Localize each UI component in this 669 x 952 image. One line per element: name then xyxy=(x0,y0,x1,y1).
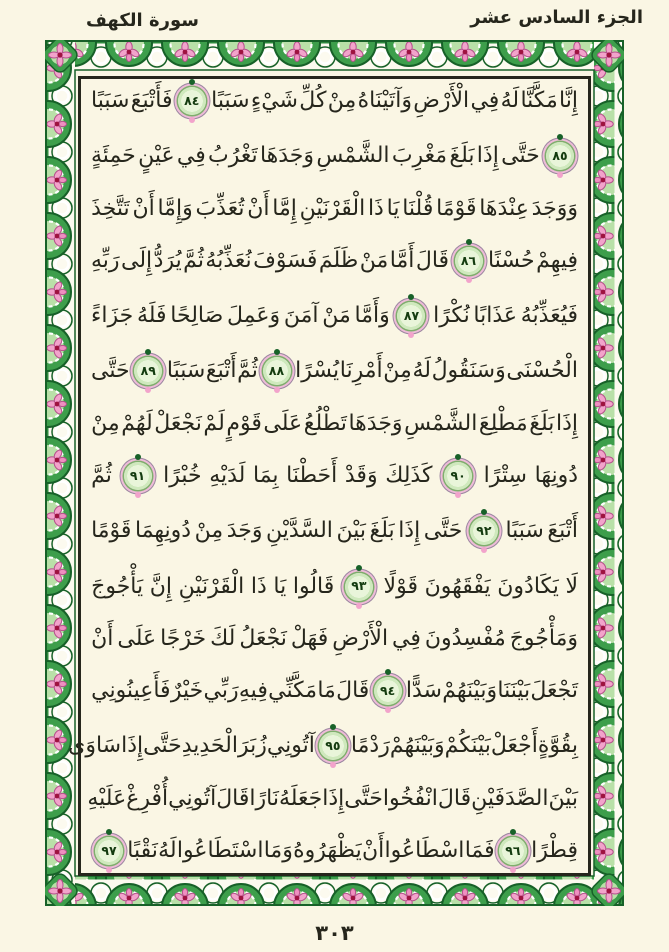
ayah-word: فَأَعِينُونِي xyxy=(91,678,171,704)
ayah-number: ٨٩ xyxy=(140,363,156,379)
ayah-end-marker xyxy=(124,462,152,490)
ayah-word: نُكْرًا xyxy=(433,303,470,329)
ayah-word: خُبْرًا xyxy=(163,462,202,488)
ayah-word: بَيْنَ xyxy=(336,518,366,544)
ayah-word: فِي xyxy=(176,143,206,169)
ayah-word: بِمَا xyxy=(253,462,279,488)
ayah-word: وَبَيْنَهُمْ xyxy=(389,733,445,759)
ayah-word: الْقَرْنَيْنِ xyxy=(299,195,366,221)
ayah-word: نَجْعَلُ xyxy=(239,625,287,651)
ayah-word: ثُمَّ xyxy=(91,462,112,488)
ayah-word: بَلَغَ xyxy=(529,410,555,436)
mushaf-line xyxy=(91,357,578,385)
ayah-number: ٩٧ xyxy=(101,842,117,858)
ayah-word: مَكَّنِّي xyxy=(268,678,318,704)
ayah-word: وَسَنَقُولُ xyxy=(431,358,506,384)
mushaf-line xyxy=(68,732,578,760)
ayah-word: الْقَرْنَيْنِ xyxy=(178,573,245,599)
ayah-word: انْفُخُوا xyxy=(382,785,438,811)
mushaf-line xyxy=(87,785,578,811)
ayah-word: أَنْ xyxy=(91,625,114,651)
ayah-word: لَهُمْ xyxy=(121,410,153,436)
ayah-word: عَلَيْهِ xyxy=(87,785,127,811)
ayah-word: قُلْنَا xyxy=(402,195,434,221)
ayah-word: وَأَمَّا xyxy=(354,303,390,329)
ayah-word: حَتَّى xyxy=(91,358,130,384)
ayah-word: فَمَا xyxy=(464,837,495,863)
ayah-end-marker xyxy=(499,837,527,865)
ayah-word: جَعَلَهُ xyxy=(278,785,323,811)
ayah-word: آمَنَ xyxy=(283,303,319,329)
ayah-word: مِنْ xyxy=(383,358,412,384)
ayah-word: بَلَغَ xyxy=(369,518,395,544)
ayah-word: إِذَا xyxy=(398,518,421,544)
ayah-word: أَمَّا xyxy=(389,247,415,273)
ayah-word: حَتَّى xyxy=(344,785,383,811)
ayah-word: قَوْمًا xyxy=(91,518,132,544)
ayah-word: اسْطَاعُوا xyxy=(384,837,465,863)
ayah-word: وَجَدَهَا xyxy=(259,143,315,169)
mushaf-line xyxy=(91,302,578,330)
mushaf-line xyxy=(91,142,578,170)
ayah-word: بِقُوَّةٍ xyxy=(537,733,578,759)
ayah-word: رَدْمًا xyxy=(350,733,390,759)
ayah-word: فَهَلْ xyxy=(290,625,329,651)
ayah-word: صَالِحًا xyxy=(170,303,224,329)
mushaf-line xyxy=(91,87,578,115)
ayah-word: سَدًّا xyxy=(405,678,442,704)
ayah-end-marker xyxy=(134,357,162,385)
ayah-word: قَالُوا xyxy=(292,573,335,599)
ayah-word: سَاوَى xyxy=(68,733,122,759)
ayah-word: كَذَلِكَ xyxy=(385,462,433,488)
mushaf-line xyxy=(91,625,578,651)
ayah-word: وَآتَيْنَاهُ xyxy=(357,88,412,113)
ayah-word: حَتَّى xyxy=(501,143,540,169)
ayah-word: ظَلَمَ xyxy=(318,247,359,273)
ayah-word: وَمَأْجُوجَ xyxy=(509,625,578,651)
ayah-end-marker xyxy=(374,677,402,705)
mushaf-line xyxy=(91,247,578,275)
page-number: ٣٠٣ xyxy=(315,921,354,945)
ayah-word: ذَا xyxy=(367,195,384,221)
ayah-word: الْحَدِيدِ xyxy=(181,733,238,759)
ayah-word: حُسْنًا xyxy=(488,247,535,273)
ayah-word: لَمْ xyxy=(203,410,225,436)
ayah-word: بَيْنَنَا xyxy=(497,678,531,704)
ayah-word: تَغْرُبُ xyxy=(208,143,258,169)
ayah-end-marker xyxy=(546,142,574,170)
ayah-end-marker xyxy=(444,462,472,490)
ayah-word: فِيهِ xyxy=(238,678,268,704)
ayah-word: قَوْمًا xyxy=(436,195,477,221)
ayah-word: تَطْلُعُ xyxy=(303,410,347,436)
mushaf-line xyxy=(91,410,578,436)
ayah-word: نُعَذِّبُهُ xyxy=(205,247,252,273)
ayah-word: مِنْ xyxy=(194,518,224,544)
ayah-word: حَتَّى xyxy=(143,733,182,759)
ayah-number: ٨٥ xyxy=(552,148,568,164)
ayah-number: ٩١ xyxy=(129,467,146,483)
ayah-word: مِنْ xyxy=(327,88,357,113)
ayah-word: إِمَّا xyxy=(272,195,297,221)
ayah-word: يَظْهَرُوهُ xyxy=(293,837,362,863)
ayah-word: فَسَوْفَ xyxy=(253,247,318,273)
ayah-word: فَأَتْبَعَ xyxy=(130,88,173,113)
ayah-end-marker xyxy=(455,247,483,275)
ayah-word: قَوْمٍ xyxy=(226,410,262,436)
ayah-word: بَلَغَ xyxy=(449,143,475,169)
ayah-number: ٩٥ xyxy=(325,738,341,754)
ayah-word: بَيْنَكُمْ xyxy=(444,733,491,759)
ayah-number: ٨٦ xyxy=(460,252,477,268)
ayah-word: عَذَابًا xyxy=(473,303,518,329)
ayah-word: يُسْرًا xyxy=(295,358,340,384)
ayah-word: قَالَ xyxy=(437,785,472,811)
ayah-word: مَا xyxy=(317,678,336,704)
ayah-word: وَوَجَدَ xyxy=(531,195,578,221)
ayah-word: أَجْعَلْ xyxy=(490,733,538,759)
ayah-number: ٩٣ xyxy=(351,578,367,594)
ayah-word: أَتْبَعَ xyxy=(547,518,578,544)
ayah-word: الصَّدَفَيْنِ xyxy=(471,785,549,811)
ayah-word: يَكَادُونَ xyxy=(497,573,559,599)
ayah-word: فِي xyxy=(392,625,421,651)
ayah-word: سَبَبًا xyxy=(166,358,206,384)
mushaf-line xyxy=(91,517,578,545)
ayah-word: فَلَهُ xyxy=(136,303,167,329)
ayah-word: وَمَا xyxy=(263,837,293,863)
ayah-word: وَجَدَ xyxy=(226,518,263,544)
ayah-number: ٩٢ xyxy=(476,523,492,538)
ayah-word: قَوْلًا xyxy=(383,573,418,599)
ayah-word: إِنَّا xyxy=(559,88,578,113)
ayah-word: لَكَ xyxy=(210,625,236,651)
ayah-word: سِتْرًا xyxy=(483,462,527,488)
ayah-word: فَيُعَذِّبُهُ xyxy=(520,303,578,329)
ayah-word: نَارًا xyxy=(249,785,279,811)
ayah-word: اسْتَطَاعُوا xyxy=(176,837,264,863)
surah-title: سورة الكهف xyxy=(86,10,199,31)
ayah-word: وَإِمَّا xyxy=(157,195,193,221)
ayah-word: عِنْدَهَا xyxy=(479,195,529,221)
ayah-word: لَهُ xyxy=(158,837,177,863)
ayah-word: شَيْءٍ xyxy=(250,88,298,113)
ayah-word: إِذَا xyxy=(555,410,578,436)
ayah-end-marker xyxy=(95,837,123,865)
ayah-word: دُونِهِمَا xyxy=(134,518,192,544)
ayah-word: يُرَدُّ xyxy=(153,247,182,273)
ayah-word: أَحَطْنَا xyxy=(286,462,338,488)
ayah-word: عَيْنٍ xyxy=(138,143,175,169)
text-frame xyxy=(68,76,591,876)
ayah-end-marker xyxy=(178,87,206,115)
ayah-word: لَدَيْهِ xyxy=(209,462,246,488)
ayah-word: رَبِّي xyxy=(203,678,239,704)
ayah-number: ٩٤ xyxy=(379,682,396,698)
juz-title: الجزء السادس عشر xyxy=(470,7,643,28)
ayah-word: يَا xyxy=(386,195,400,221)
ayah-word: إِلَى xyxy=(121,247,153,273)
ayah-word: تَجْعَلَ xyxy=(530,678,578,704)
ayah-word: الْأَرْضِ xyxy=(413,88,470,113)
text-area xyxy=(68,87,578,865)
mushaf-line xyxy=(91,573,578,601)
ayah-word: الشَّمْسِ xyxy=(404,410,478,436)
ayah-word: فِي xyxy=(470,88,500,113)
ayah-word: مَطْلِعَ xyxy=(478,410,528,436)
ayah-number: ٩٦ xyxy=(505,842,521,858)
ayah-word: عَلَى xyxy=(117,625,157,651)
ayah-word: إِذَا xyxy=(476,143,499,169)
ayah-word: أَنْ xyxy=(361,837,385,863)
ayah-word: أَنْ xyxy=(132,195,155,221)
ayah-word: كُلِّ xyxy=(299,88,327,113)
ayah-word: لَهُ xyxy=(412,358,431,384)
ayah-number: ٨٨ xyxy=(268,363,285,379)
ayah-word: نَقْبًا xyxy=(127,837,158,863)
mushaf-line xyxy=(91,837,578,865)
ayah-word: وَبَيْنَهُمْ xyxy=(442,678,498,704)
ayah-end-marker xyxy=(263,357,291,385)
ayah-word: الشَّمْسِ xyxy=(316,143,390,169)
ayah-word: زُبَرَ xyxy=(237,733,267,759)
ayah-word: سَبَبًا xyxy=(91,88,130,113)
ayah-word: مِنْ xyxy=(91,410,120,436)
ayah-word: قَالَ xyxy=(216,785,250,811)
ayah-word: مَكَّنَّا xyxy=(520,88,558,113)
ayah-word: رَبِّهِ xyxy=(91,247,120,273)
ayah-word: الْأَرْضِ xyxy=(332,625,389,651)
ayah-word: عَلَى xyxy=(263,410,303,436)
ayah-number: ٨٧ xyxy=(403,307,420,323)
ayah-word: إِنَّ xyxy=(149,573,173,599)
ayah-word: السَّدَّيْنِ xyxy=(266,518,333,544)
ayah-word: مَغْرِبَ xyxy=(391,143,448,169)
mushaf-line xyxy=(91,462,578,490)
ayah-word: قَالَ xyxy=(415,247,450,273)
decorative-frame xyxy=(45,40,624,906)
ayah-word: نَجْعَلْ xyxy=(154,410,202,436)
ayah-number: ٨٤ xyxy=(184,92,200,108)
ayah-word: وَجَدَهَا xyxy=(348,410,403,436)
ayah-word: آتُونِي xyxy=(266,733,315,759)
ayah-word: إِذَا xyxy=(322,785,345,811)
ayah-word: جَزَاءً xyxy=(91,303,134,329)
ayah-word: وَقَدْ xyxy=(344,462,378,488)
ayah-word: فِيهِمْ xyxy=(536,247,578,273)
ayah-end-marker xyxy=(397,302,425,330)
ayah-word: ثُمَّ xyxy=(183,247,204,273)
ayah-word: ثُمَّ xyxy=(237,358,258,384)
ayah-word: تَتَّخِذَ xyxy=(91,195,130,221)
ayah-word: الْحُسْنَى xyxy=(506,358,578,384)
ayah-word: خَيْرٌ xyxy=(170,678,204,704)
ayah-end-marker xyxy=(470,517,498,545)
ayah-word: مَنْ xyxy=(322,303,351,329)
mushaf-line xyxy=(91,195,578,221)
ayah-word: قَالَ xyxy=(336,678,370,704)
ayah-word: أَمْرِنَا xyxy=(339,358,383,384)
ayah-word: سَبَبًا xyxy=(505,518,544,544)
ayah-word: يَأْجُوجَ xyxy=(91,573,144,599)
ayah-word: سَبَبًا xyxy=(211,88,250,113)
ayah-word: وَعَمِلَ xyxy=(227,303,281,329)
ayah-end-marker xyxy=(345,573,373,601)
ayah-word: أَتْبَعَ xyxy=(205,358,237,384)
ayah-end-marker xyxy=(319,732,347,760)
ayah-word: بَيْنَ xyxy=(548,785,578,811)
ayah-word: مُفْسِدُونَ xyxy=(424,625,506,651)
ayah-word: أُفْرِغْ xyxy=(126,785,169,811)
ayah-word: خَرْجًا xyxy=(160,625,207,651)
ayah-number: ٩٠ xyxy=(450,467,466,483)
mushaf-line xyxy=(91,677,578,705)
ayah-word: قِطْرًا xyxy=(531,837,578,863)
ayah-word: مَنْ xyxy=(359,247,389,273)
ayah-word: إِذَا xyxy=(121,733,144,759)
ayah-word: أَنْ xyxy=(247,195,270,221)
ayah-word: يَا xyxy=(273,573,287,599)
ayah-word: حَمِئَةٍ xyxy=(91,143,136,169)
ayah-word: ذَا xyxy=(250,573,267,599)
ayah-word: آتُونِي xyxy=(168,785,217,811)
ayah-word: تُعَذِّبَ xyxy=(195,195,245,221)
ayah-word: لَهُ xyxy=(500,88,520,113)
ayah-word: حَتَّى xyxy=(423,518,463,544)
ayah-word: يَفْقَهُونَ xyxy=(424,573,491,599)
ayah-word: لَا xyxy=(565,573,578,599)
ayah-word: دُونِهَا xyxy=(534,462,578,488)
